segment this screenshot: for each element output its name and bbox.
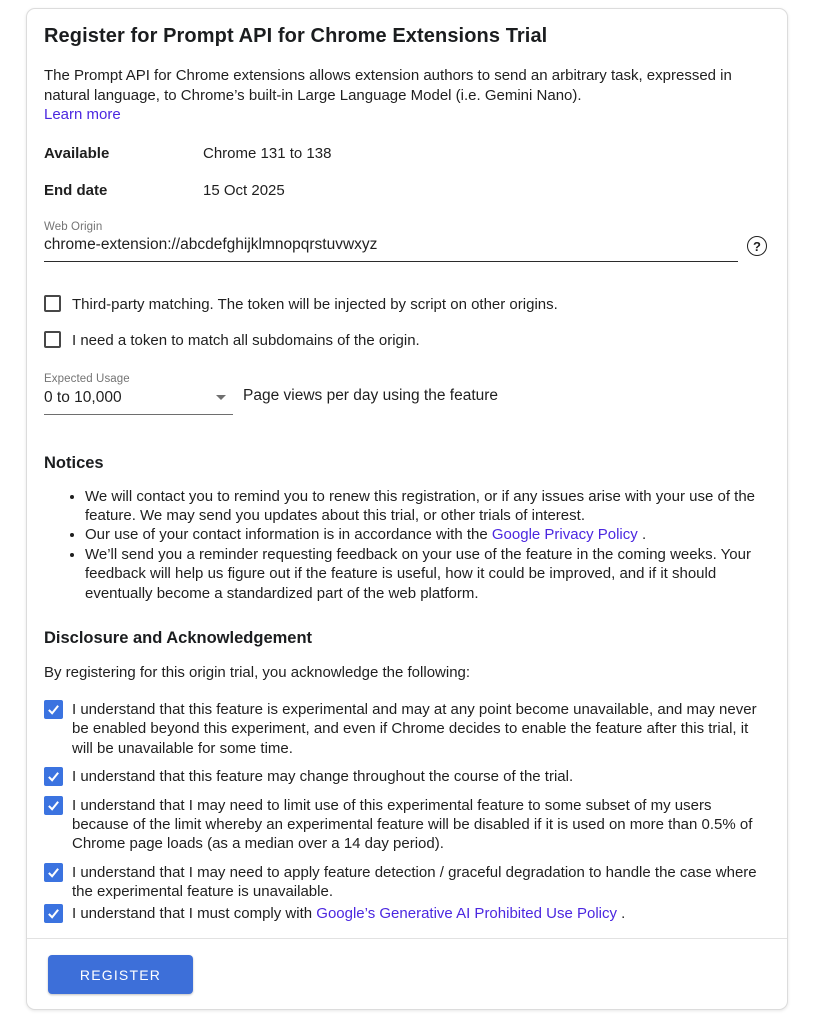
available-label: Available: [44, 144, 110, 162]
notice-item: [85, 545, 767, 603]
third-party-matching-row: [44, 295, 767, 315]
checkmark-icon: [47, 703, 60, 716]
third-party-matching-label: Third-party matching. The token will be injected by script on other origins.: [72, 295, 558, 313]
disclosure-heading: Disclosure and Acknowledgement: [44, 628, 313, 647]
available-value: Chrome 131 to 138: [203, 144, 332, 162]
end-date-row: [44, 182, 767, 199]
ack-row-experimental: [44, 700, 767, 758]
notice-text: Our use of your contact information is in accordance with the: [85, 526, 492, 544]
register-button[interactable]: REGISTER: [48, 955, 193, 994]
ack-policy-checkbox[interactable]: [44, 904, 63, 923]
checkmark-icon: [47, 866, 60, 879]
ack-feature-detection-label: I understand that I may need to apply feature detection / graceful degradation to handle the case where the experimental feature is unavailable.: [72, 863, 757, 901]
registration-card: [26, 8, 788, 1010]
end-date-value: 15 Oct 2025: [203, 181, 285, 199]
expected-usage-field: [44, 373, 767, 415]
ack-limit-checkbox[interactable]: [44, 796, 63, 815]
subdomain-matching-row: [44, 331, 767, 351]
question-mark-glyph: ?: [753, 238, 761, 254]
ack-experimental-checkbox[interactable]: [44, 700, 63, 719]
end-date-label: End date: [44, 181, 108, 199]
notice-item: [85, 525, 767, 544]
dropdown-arrow-icon: [216, 395, 226, 400]
third-party-matching-checkbox[interactable]: [44, 295, 61, 312]
ack-row-policy: [44, 904, 767, 923]
notice-item: [85, 487, 767, 526]
ack-policy-text: I understand that I must comply with: [72, 904, 317, 922]
token-options: [44, 295, 767, 351]
ack-policy-label: [72, 904, 625, 923]
web-origin-input[interactable]: [44, 234, 738, 262]
expected-usage-hint: Page views per day using the feature: [243, 386, 499, 404]
ack-change-checkbox[interactable]: [44, 767, 63, 786]
web-origin-label: Web Origin: [44, 220, 103, 233]
ack-policy-suffix: .: [617, 904, 626, 922]
ack-row-change: [44, 767, 767, 786]
google-privacy-policy-link[interactable]: Google Privacy Policy: [491, 526, 638, 544]
notice-text: We’ll send you a reminder requesting feedback on your use of the feature in the coming weeks. Your feedback will help us figure out if the feature is useful, how it could be improved, and if it should eventually become a standardized part of the web platform.: [85, 545, 751, 602]
ack-change-label: I understand that this feature may change throughout the course of the trial.: [72, 768, 574, 786]
subdomain-matching-label: I need a token to match all subdomains of the origin.: [72, 332, 420, 349]
generative-ai-policy-link[interactable]: Google’s Generative AI Prohibited Use Policy: [316, 904, 617, 922]
ack-feature-detection-checkbox[interactable]: [44, 863, 63, 882]
disclosure-intro: By registering for this origin trial, you acknowledge the following:: [44, 663, 471, 681]
notices-list: [44, 487, 767, 603]
web-origin-field: [44, 221, 767, 262]
ack-limit-label: I understand that I may need to limit use of this experimental feature to some subset of my users because of the limit whereby an experimental feature will be disabled if it is used on more than 0.5% of Chrome page loads (as a median over a 14 day period).: [72, 796, 753, 853]
trial-description: The Prompt API for Chrome extensions allows extension authors to send an arbitrary task, expressed in natural language, to Chrome’s built-in Large Language Model (i.e. Gemini Nano).: [44, 67, 732, 104]
checkmark-icon: [47, 770, 60, 783]
expected-usage-value: 0 to 10,000: [44, 388, 122, 406]
card-footer: [44, 939, 767, 1009]
checkmark-icon: [47, 799, 60, 812]
acknowledgement-list: [44, 700, 767, 923]
ack-row-limit: [44, 796, 767, 854]
notice-text: .: [637, 526, 647, 544]
ack-experimental-label: I understand that this feature is experimental and may at any point become unavailable, and may never be enabled beyond this experiment, and even if Chrome decides to enable the feature after this trial, it will be unavailable for some time.: [72, 700, 757, 757]
ack-row-feature-detection: [44, 863, 767, 902]
expected-usage-label: Expected Usage: [44, 372, 130, 385]
help-icon[interactable]: [747, 236, 767, 256]
available-row: [44, 145, 767, 162]
subdomain-matching-checkbox[interactable]: [44, 331, 61, 348]
page-title: Register for Prompt API for Chrome Extensions Trial: [44, 25, 548, 47]
notices-heading: Notices: [44, 453, 104, 472]
checkmark-icon: [47, 907, 60, 920]
learn-more-link[interactable]: Learn more: [44, 106, 121, 123]
expected-usage-select[interactable]: [44, 387, 233, 415]
notice-text: We will contact you to remind you to renew this registration, or if any issues arise with your use of the feature. We may send you updates about this trial, or other trials of interest.: [85, 487, 756, 524]
